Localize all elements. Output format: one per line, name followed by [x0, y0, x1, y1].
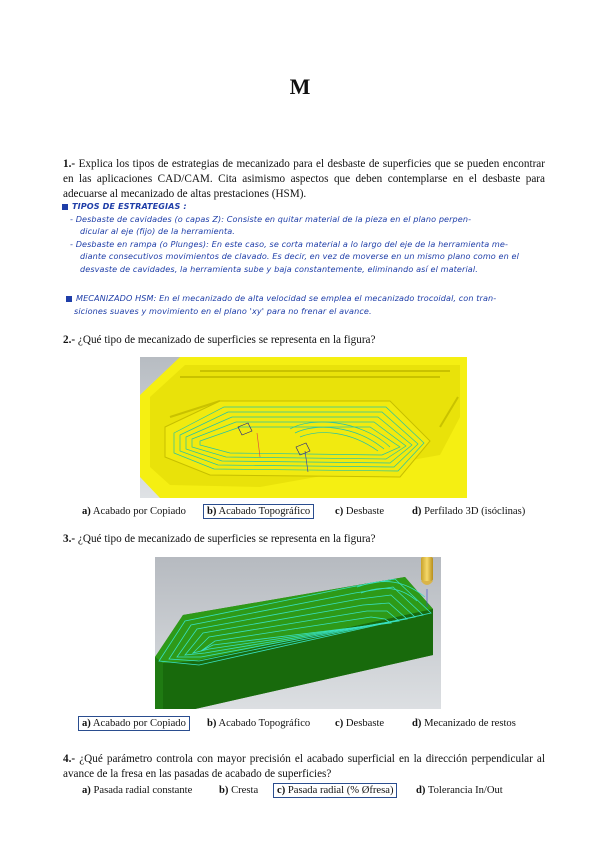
- answer-line: siciones suaves y movimiento en el plano 'xy' para no frenar el avance.: [74, 305, 372, 316]
- handwritten-answer: [62, 200, 562, 275]
- question-1: [63, 157, 545, 202]
- question-2: [63, 333, 545, 348]
- question-text: ¿Qué tipo de mecanizado de superficies se representa en la figura?: [77, 334, 376, 346]
- question-number: 1.-: [63, 158, 76, 170]
- handwritten-hsm: [66, 292, 566, 317]
- answer-option-d[interactable]: d) Tolerancia In/Out: [416, 785, 503, 796]
- answer-option-a[interactable]: a) Acabado por Copiado: [82, 506, 186, 517]
- answer-option-c[interactable]: c) Desbaste: [335, 718, 385, 729]
- answer-option-b[interactable]: b) Cresta: [219, 785, 259, 796]
- answer-line: MECANIZADO HSM: En el mecanizado de alta velocidad se emplea el mecanizado trocoidal, con tran-: [66, 292, 566, 305]
- question-text: ¿Qué tipo de mecanizado de superficies se representa en la figura?: [77, 533, 376, 545]
- answer-option-c-selected[interactable]: c) Pasada radial (% Øfresa): [273, 783, 397, 798]
- question-number: 4.-: [63, 753, 76, 765]
- question-text: ¿Qué parámetro controla con mayor precisión el acabado superficial en la dirección perpendicular al avance de la fresa en las pasadas de acabado de superficies?: [63, 753, 546, 780]
- answer-option-a[interactable]: a) Pasada radial constante: [82, 785, 193, 796]
- question-number: 3.-: [63, 533, 76, 545]
- figure-topographic-toolpath: [140, 357, 467, 498]
- answer-option-b-selected[interactable]: b) Acabado Topográfico: [203, 504, 314, 519]
- answer-option-b[interactable]: b) Acabado Topográfico: [207, 718, 311, 729]
- answer-line: dicular al eje (fijo) de la herramienta.: [80, 226, 235, 236]
- answer-heading: TIPOS DE ESTRATEGIAS :: [62, 200, 562, 213]
- question-number: 2.-: [63, 334, 76, 346]
- answer-option-d[interactable]: d) Perfilado 3D (isóclinas): [412, 506, 526, 517]
- question-3: [63, 532, 545, 547]
- answer-option-a-selected[interactable]: a) Acabado por Copiado: [78, 716, 190, 731]
- question-4: [63, 752, 545, 782]
- question-text: Explica los tipos de estrategias de mecanizado para el desbaste de superficies que se pueden encontrar en las aplicaciones CAD/CAM. Cita asimismo aspectos que deben contemplarse en el desbaste para adecuarse al mecanizado de altas prestaciones (HSM).: [63, 158, 545, 200]
- answer-line: diante consecutivos movimientos de clavado. Es decir, en vez de moverse en un mismo plano como en el: [80, 251, 519, 261]
- answer-line: desvaste de cavidades, la herramienta sube y baja constantemente, eliminando así el material.: [80, 263, 478, 274]
- page-title: M: [289, 74, 311, 99]
- figure-copy-finishing: [155, 557, 441, 709]
- answer-line: - Desbaste de cavidades (o capas Z): Consiste en quitar material de la pieza en el plano perpen-: [70, 213, 472, 224]
- bullet-icon: [66, 296, 72, 302]
- answer-option-c[interactable]: c) Desbaste: [335, 506, 385, 517]
- bullet-icon: [62, 204, 68, 210]
- answer-option-d[interactable]: d) Mecanizado de restos: [412, 718, 516, 729]
- answer-line: - Desbaste en rampa (o Plunges): En este caso, se corta material a lo largo del eje de la herramienta me-: [70, 238, 509, 249]
